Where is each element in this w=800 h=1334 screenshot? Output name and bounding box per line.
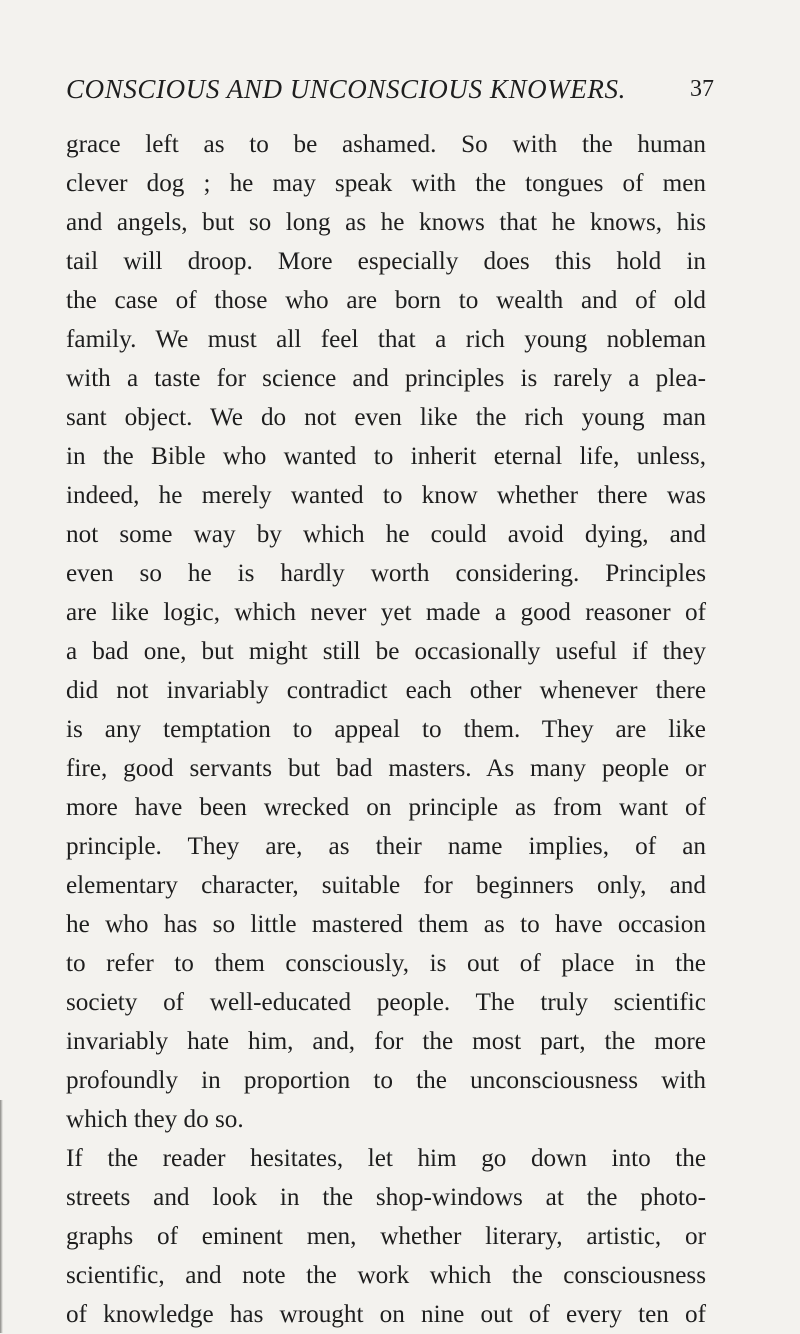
text-line: tail will droop. More especially does this hold in bbox=[66, 248, 706, 275]
text-line: graphs of eminent men, whether literary, artistic, or bbox=[66, 1223, 706, 1250]
text-line: did not invariably contradict each other whenever there bbox=[66, 677, 706, 704]
text-line: not some way by which he could avoid dying, and bbox=[66, 521, 706, 548]
text-line: profoundly in proportion to the unconsciousness with bbox=[66, 1067, 706, 1094]
text-line: with a taste for science and principles is rarely a plea- bbox=[66, 365, 706, 392]
text-line: fire, good servants but bad masters. As many people or bbox=[66, 755, 706, 782]
page-edge-shadow bbox=[0, 1100, 3, 1333]
text-line: streets and look in the shop-windows at the photo- bbox=[66, 1184, 706, 1211]
text-line: more have been wrecked on principle as from want of bbox=[66, 794, 706, 821]
text-line: indeed, he merely wanted to know whether there was bbox=[66, 482, 706, 509]
text-line: of knowledge has wrought on nine out of every ten of bbox=[66, 1301, 706, 1328]
text-line: family. We must all feel that a rich young nobleman bbox=[66, 326, 706, 353]
text-line: the case of those who are born to wealth and of old bbox=[66, 287, 706, 314]
text-line: even so he is hardly worth considering. Principles bbox=[66, 560, 706, 587]
page-number: 37 bbox=[690, 76, 714, 102]
text-line: he who has so little mastered them as to have occasion bbox=[66, 911, 706, 938]
text-line: clever dog ; he may speak with the tongues of men bbox=[66, 170, 706, 197]
text-line: grace left as to be ashamed. So with the human bbox=[66, 131, 706, 158]
body-text bbox=[66, 125, 706, 1334]
text-line: and angels, but so long as he knows that he knows, his bbox=[66, 209, 706, 236]
running-title: CONSCIOUS AND UNCONSCIOUS KNOWERS. bbox=[66, 74, 626, 104]
text-line: are like logic, which never yet made a good reasoner of bbox=[66, 599, 706, 626]
text-line: to refer to them consciously, is out of place in the bbox=[66, 950, 706, 977]
text-line: sant object. We do not even like the rich young man bbox=[66, 404, 706, 431]
text-line: invariably hate him, and, for the most part, the more bbox=[66, 1028, 706, 1055]
text-line: in the Bible who wanted to inherit eternal life, unless, bbox=[66, 443, 706, 470]
running-head bbox=[66, 74, 716, 114]
text-line: a bad one, but might still be occasionally useful if they bbox=[66, 638, 706, 665]
text-line: If the reader hesitates, let him go down into the bbox=[66, 1145, 706, 1172]
text-line: society of well-educated people. The truly scientific bbox=[66, 989, 706, 1016]
text-line: scientific, and note the work which the consciousness bbox=[66, 1262, 706, 1289]
text-line: elementary character, suitable for beginners only, and bbox=[66, 872, 706, 899]
text-line: is any temptation to appeal to them. They are like bbox=[66, 716, 706, 743]
text-line: which they do so. bbox=[66, 1106, 244, 1133]
text-line: principle. They are, as their name implies, of an bbox=[66, 833, 706, 860]
